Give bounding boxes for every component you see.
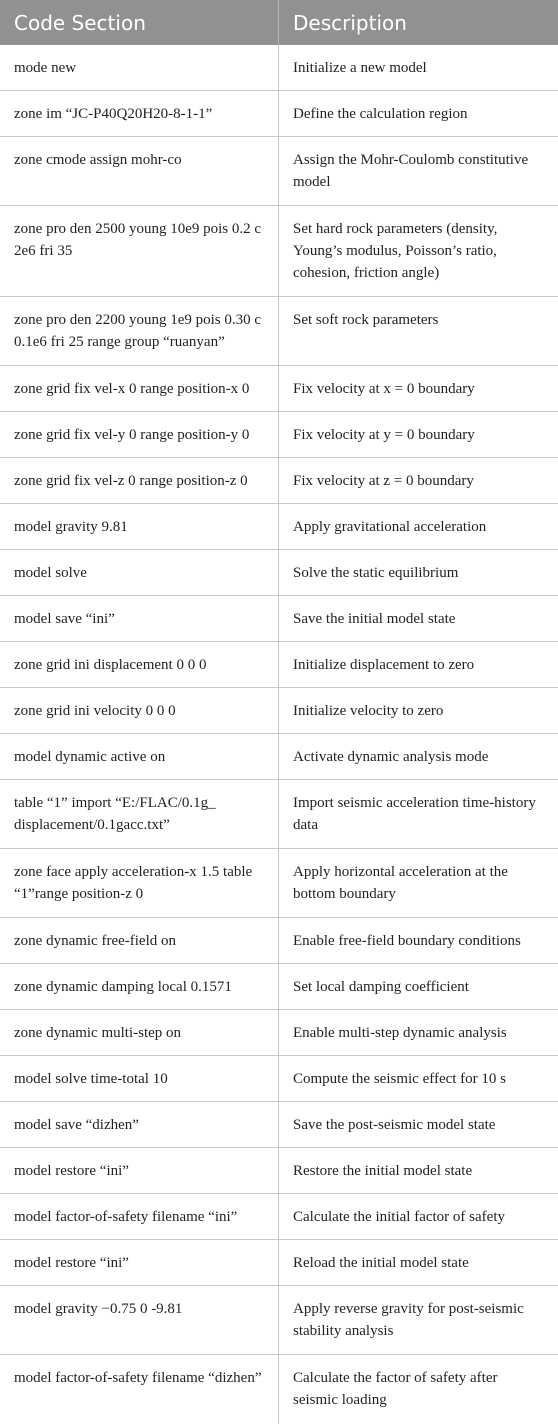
- code-cell: zone dynamic free-field on: [0, 918, 279, 963]
- table-row: [0, 45, 558, 91]
- table-row: [0, 642, 558, 688]
- description-cell: Fix velocity at y = 0 boundary: [293, 427, 475, 443]
- description-cell: Restore the initial model state: [293, 1163, 473, 1179]
- description-cell: Apply gravitational acceleration: [293, 519, 487, 535]
- description-cell: Save the initial model state: [293, 611, 456, 627]
- code-cell: model gravity 9.81: [0, 504, 279, 549]
- code-cell: model solve time-total 10: [0, 1056, 279, 1101]
- code-cell: zone grid fix vel-z 0 range position-z 0: [0, 458, 279, 503]
- description-cell: Define the calculation region: [293, 106, 468, 122]
- table-row: [0, 1148, 558, 1194]
- table-row: [0, 206, 558, 297]
- code-cell: zone pro den 2200 young 1e9 pois 0.30 c 0.1e6 fri 25 range group “ruanyan”: [0, 297, 279, 365]
- table-row: [0, 918, 558, 964]
- table-row: [0, 1240, 558, 1286]
- table-row: [0, 849, 558, 918]
- description-cell: Compute the seismic effect for 10 s: [293, 1071, 507, 1087]
- code-cell: model restore “ini”: [0, 1240, 279, 1285]
- description-cell: Solve the static equilibrium: [293, 565, 459, 581]
- header-code-section: Code Section: [0, 0, 279, 45]
- code-cell: zone grid ini velocity 0 0 0: [0, 688, 279, 733]
- table-row: [0, 1056, 558, 1102]
- code-cell: model solve: [0, 550, 279, 595]
- code-cell: zone dynamic multi-step on: [0, 1010, 279, 1055]
- description-cell: Initialize velocity to zero: [293, 703, 444, 719]
- description-cell: Initialize a new model: [293, 60, 427, 76]
- table-row: [0, 91, 558, 137]
- table-header-row: [0, 0, 558, 45]
- code-cell: zone cmode assign mohr-co: [0, 137, 279, 205]
- description-cell: Set hard rock parameters (density, Young’s modulus, Poisson’s ratio, cohesion, friction angle): [293, 221, 498, 281]
- code-cell: zone grid fix vel-x 0 range position-x 0: [0, 366, 279, 411]
- code-cell: zone grid ini displacement 0 0 0: [0, 642, 279, 687]
- code-cell: model save “dizhen”: [0, 1102, 279, 1147]
- description-cell: Save the post-seismic model state: [293, 1117, 496, 1133]
- description-cell: Set local damping coefficient: [293, 979, 469, 995]
- table-row: [0, 297, 558, 366]
- description-cell: Import seismic acceleration time-history data: [293, 795, 536, 833]
- description-cell: Calculate the initial factor of safety: [293, 1209, 505, 1225]
- code-cell: zone dynamic damping local 0.1571: [0, 964, 279, 1009]
- description-cell: Calculate the factor of safety after seismic loading: [293, 1370, 498, 1408]
- description-cell: Activate dynamic analysis mode: [293, 749, 489, 765]
- code-cell: model gravity −0.75 0 -9.81: [0, 1286, 279, 1354]
- table-row: [0, 1102, 558, 1148]
- table-row: [0, 1286, 558, 1355]
- description-cell: Initialize displacement to zero: [293, 657, 475, 673]
- code-cell: mode new: [0, 45, 279, 90]
- table-row: [0, 412, 558, 458]
- table-row: [0, 688, 558, 734]
- table-row: [0, 550, 558, 596]
- code-cell: model factor-of-safety filename “dizhen”: [0, 1355, 279, 1424]
- description-cell: Enable free-field boundary conditions: [293, 933, 521, 949]
- table-row: [0, 366, 558, 412]
- table-row: [0, 964, 558, 1010]
- table-row: [0, 504, 558, 550]
- code-cell: zone im “JC-P40Q20H20-8-1-1”: [0, 91, 279, 136]
- code-cell: zone face apply acceleration-x 1.5 table “1”range position-z 0: [0, 849, 279, 917]
- code-cell: table “1” import “E:/FLAC/0.1g_ displacement/0.1gacc.txt”: [0, 780, 279, 848]
- description-cell: Reload the initial model state: [293, 1255, 469, 1271]
- code-cell: model factor-of-safety filename “ini”: [0, 1194, 279, 1239]
- header-description: Description: [293, 10, 407, 35]
- table-row: [0, 458, 558, 504]
- code-cell: model dynamic active on: [0, 734, 279, 779]
- table-body: [0, 45, 558, 1426]
- code-cell: zone pro den 2500 young 10e9 pois 0.2 c 2e6 fri 35: [0, 206, 279, 296]
- description-cell: Apply horizontal acceleration at the bottom boundary: [293, 864, 508, 902]
- table-row: [0, 780, 558, 849]
- table-row: [0, 734, 558, 780]
- code-cell: model restore “ini”: [0, 1148, 279, 1193]
- description-cell: Enable multi-step dynamic analysis: [293, 1025, 507, 1041]
- description-cell: Fix velocity at z = 0 boundary: [293, 473, 474, 489]
- description-cell: Set soft rock parameters: [293, 312, 439, 328]
- description-cell: Fix velocity at x = 0 boundary: [293, 381, 475, 397]
- table-row: [0, 1355, 558, 1424]
- code-cell: zone grid fix vel-y 0 range position-y 0: [0, 412, 279, 457]
- code-cell: model save “ini”: [0, 596, 279, 641]
- description-cell: Assign the Mohr-Coulomb constitutive model: [293, 152, 529, 190]
- description-cell: Apply reverse gravity for post-seismic stability analysis: [293, 1301, 524, 1339]
- table-row: [0, 137, 558, 206]
- table-row: [0, 1010, 558, 1056]
- table-row: [0, 596, 558, 642]
- table-row: [0, 1194, 558, 1240]
